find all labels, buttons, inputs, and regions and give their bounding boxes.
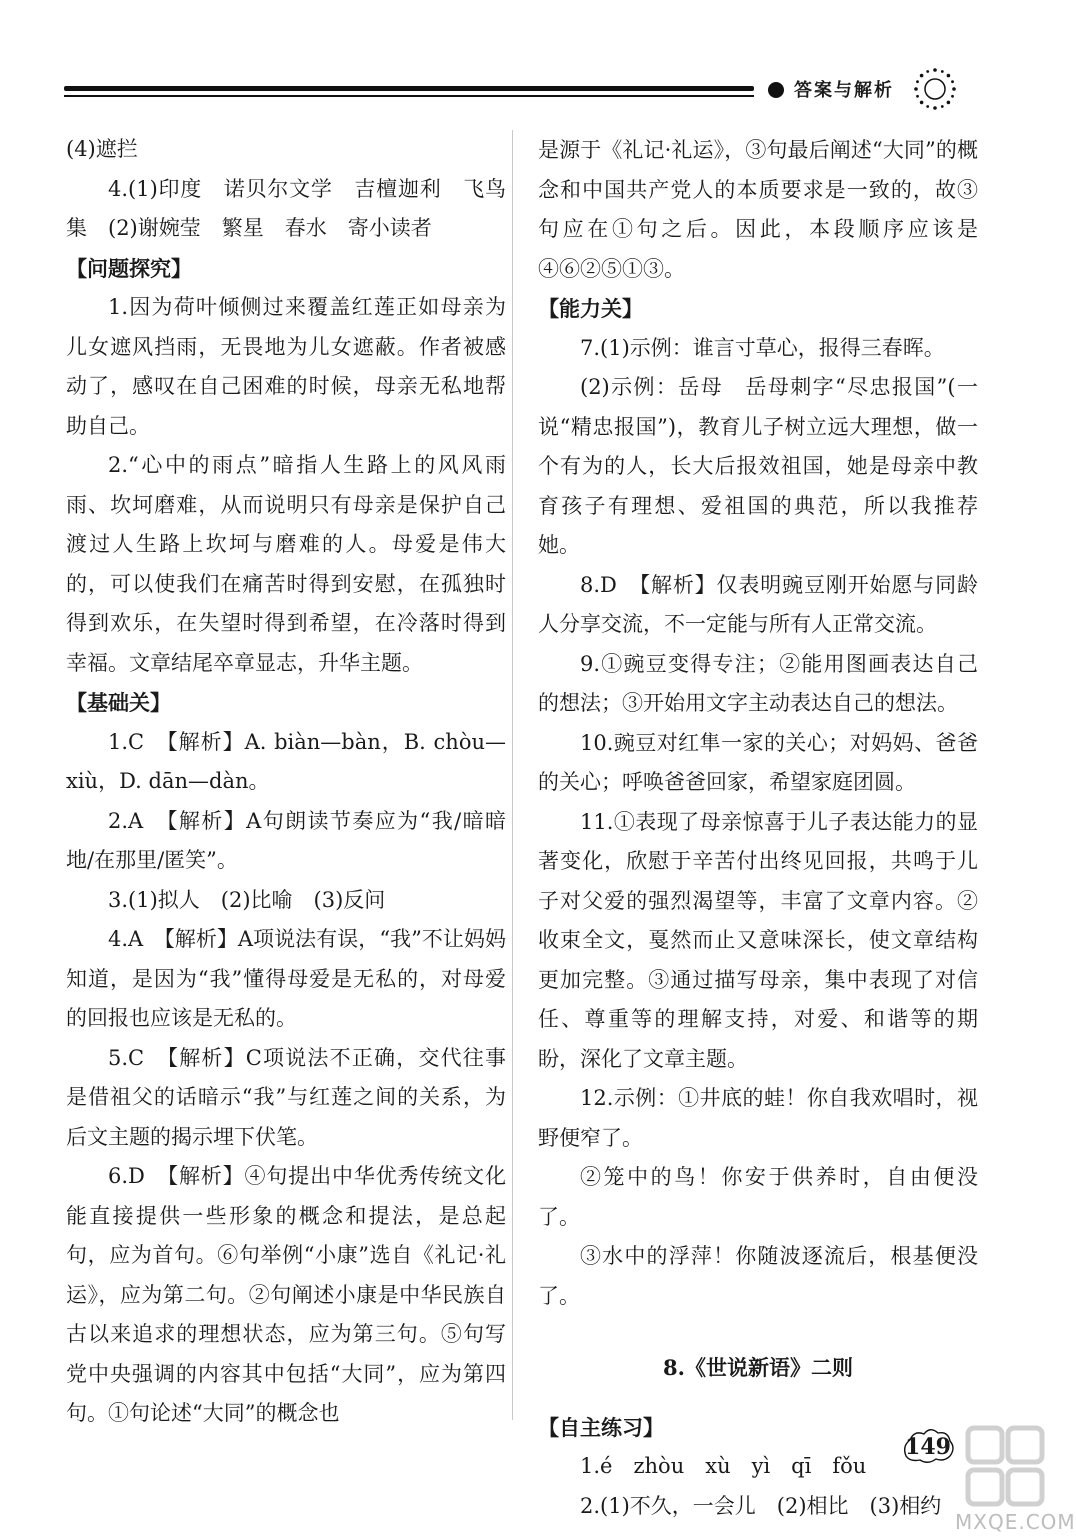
header-bullet-icon xyxy=(768,82,784,98)
answer-basic-3: 3.(1)拟人 (2)比喻 (3)反问 xyxy=(108,887,386,912)
answer-basic-6: 6.D 【解析】④句提出中华优秀传统文化能直接提供一些形象的概念和提法，是总起句，应为首句。⑥句举例“小康”选自《礼记·礼运》，应为第二句。②句阐述小康是中华民族自古以来追求的理想状态，应为第三句。⑤句写党中央强调的内容其中包括“大同”，应为第四句。①句论述“大同”的概念也 xyxy=(66,1164,506,1425)
section-heading-ability: 【能力关】 xyxy=(538,296,643,321)
answer-basic-2: 2.A 【解析】A句朗读节奏应为“我/暗暗地/在那里/匿笑”。 xyxy=(66,808,506,872)
chapter-title: 8.《世说新语》二则 xyxy=(663,1355,853,1380)
answer-ability-9: 9.①豌豆变得专注；②能用图画表达自己的想法；③开始用文字主动表达自己的想法。 xyxy=(538,651,978,715)
answer-basic-5: 5.C 【解析】C项说法不正确，交代往事是借祖父的话暗示“我”与红莲之间的关系，为后文主题的揭示埋下伏笔。 xyxy=(66,1045,506,1149)
answer-basic-1: 1.C 【解析】A. biàn—bàn，B. chòu—xiù，D. dān—dàn。 xyxy=(66,729,506,793)
answer-basic-4: 4.A 【解析】A项说法有误，“我”不让妈妈知道，是因为“我”懂得母爱是无私的，对母爱的回报也应该是无私的。 xyxy=(66,927,506,1030)
answer-ability-11: 11.①表现了母亲惊喜于儿子表达能力的显著变化，欣慰于辛苦付出终见回报，共鸣于儿子对父爱的强烈渴望等，丰富了文章内容。②收束全文，戛然而止又意味深长，使文章结构更加完整。③通过描写母亲，集中表现了对信任、尊重等的理解支持，对爱、和谐等的期盼，深化了文章主题。 xyxy=(538,809,978,1071)
section-heading-inquiry: 【问题探究】 xyxy=(66,255,192,281)
answer-ability-8: 8.D 【解析】仅表明豌豆刚开始愿与同龄人分享交流，不一定能与所有人正常交流。 xyxy=(538,572,978,636)
section-heading-practice: 【自主练习】 xyxy=(538,1414,664,1440)
answer-ability-7-2: (2)示例：岳母 岳母刺字“尽忠报国”(一说“精忠报国”)，教育儿子树立远大理想，做一个有为的人，长大后报效祖国，她是母亲中教育孩子有理想、爱祖国的典范，所以我推荐她。 xyxy=(538,375,978,557)
column-divider xyxy=(512,130,513,1420)
sun-ornament-icon xyxy=(912,66,958,112)
answer-line: (4)遮拦 xyxy=(66,137,138,161)
page-number xyxy=(900,1426,956,1466)
answer-ability-12: 12.示例：①井底的蛙！你自我欢唱时，视野便窄了。 xyxy=(538,1086,978,1150)
header-title: 答案与解析 xyxy=(794,80,894,101)
answer-ability-12-c: ③水中的浮萍！你随波逐流后，根基便没了。 xyxy=(538,1244,978,1308)
page-header xyxy=(0,0,1050,130)
answer-practice-2: 2.(1)不久，一会儿 (2)相比 (3)相约 xyxy=(580,1493,942,1518)
answer-basic-6-cont: 是源于《礼记·礼运》，③句最后阐述“大同”的概念和中国共产党人的本质要求是一致的，故③句应在①句之后。因此，本段顺序应该是④⑥②⑤①③。 xyxy=(538,138,978,281)
answer-ability-7-1: 7.(1)示例：谁言寸草心，报得三春晖。 xyxy=(580,335,945,360)
answer-practice-1: 1.é zhòu xù yì qī fǒu xyxy=(580,1454,867,1478)
header-rule xyxy=(64,86,754,97)
page-number-text: 149 xyxy=(905,1434,951,1460)
answer-inquiry-1: 1.因为荷叶倾侧过来覆盖红莲正如母亲为儿女遮风挡雨，无畏地为儿女遮蔽。作者被感动了，感叹在自己困难的时候，母亲无私地帮助自己。 xyxy=(66,295,506,438)
left-column xyxy=(66,130,506,1434)
answer-ability-12-b: ②笼中的鸟！你安于供养时，自由便没了。 xyxy=(538,1165,978,1229)
answer-inquiry-2: 2.“心中的雨点”暗指人生路上的风风雨雨、坎坷磨难，从而说明只有母亲是保护自己渡过人生路上坎坷与磨难的人。母爱是伟大的，可以使我们在痛苦时得到安慰，在孤独时得到欢乐，在失望时得到希望，在冷落时得到幸福。文章结尾卒章显志，升华主题。 xyxy=(66,453,506,675)
section-heading-basic: 【基础关】 xyxy=(66,690,171,715)
answer-4: 4.(1)印度 诺贝尔文学 吉檀迦利 飞鸟集 (2)谢婉莹 繁星 春水 寄小读者 xyxy=(66,176,506,240)
watermark-text: MXQE.COM xyxy=(955,1510,1076,1534)
answer-ability-10: 10.豌豆对红隼一家的关心；对妈妈、爸爸的关心；呼唤爸爸回家，希望家庭团圆。 xyxy=(538,730,978,794)
right-column xyxy=(538,131,978,1526)
